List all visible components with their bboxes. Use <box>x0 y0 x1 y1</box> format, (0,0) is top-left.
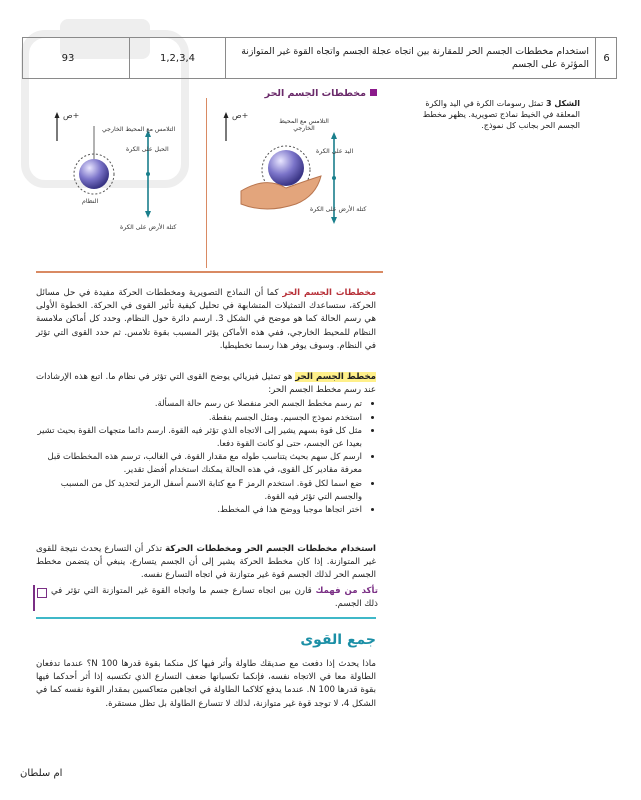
intro-text: كما أن النماذج التصويرية ومخططات الحركة مفيدة في حل مسائل الحركة، ستساعدك التمثيلات المتشابهة في تحليل كيفية تأثير القوى في الحركة. الخطوة الأولى هي رسم الحالة كما هو موضح في الشكل 3. ارسم دائرة حول النظام. وحدد كل أماكن ملامسة النظام للمحيط الخارجي، ففي هذه الأماكن يؤثر المسبب بقوة تلامس. ثم حدد القوى التي تؤثر في النظام. وسوف يوفر هذا رسما تخطيطيا. <box>36 288 376 351</box>
left-label-earth: كتلة الأرض على الكرة <box>120 224 177 231</box>
section-intro <box>36 287 376 353</box>
objective-table-row <box>22 37 617 79</box>
right-label-earth: كتلة الأرض على الكرة <box>310 206 367 213</box>
hanging-ball-icon <box>74 126 114 194</box>
list-item: • تم رسم مخطط الجسم الحر منفصلا عن رسم حالة المسألة. <box>36 397 362 410</box>
check-label: تأكد من فهمك <box>315 586 378 596</box>
figure-title: مخططات الجسم الحر <box>265 88 377 99</box>
checkbox-icon <box>37 588 47 598</box>
left-label-rope: الحبل على الكرة <box>126 146 169 153</box>
check-understanding-box <box>33 585 378 611</box>
check-text: قارن بين اتجاه تسارع جسم ما واتجاه القوة غير المتوازنة التي تؤثر في ذلك الجسم. <box>51 586 378 610</box>
list-item: • مثل كل قوة بسهم يشير إلى الاتجاه الذي تؤثر فيه القوة. ارسم دائما متجهات القوة بحيث تشير بعيدا عن الجسم، حتى لو كانت القوة دفعا. <box>36 424 362 450</box>
definition-term: مخطط الجسم الحر <box>295 372 376 382</box>
list-item: • ارسم كل سهم بحيث يتناسب طوله مع مقدار القوة. في الغالب، ترسم هذه المخططات قبل معرفة مقادير كل القوى، في هذه الحالة يمكنك استخدام أفضل تقدير. <box>36 450 362 476</box>
footer-signature: ام سلطان <box>20 768 63 779</box>
left-free-body-vectors <box>145 130 151 218</box>
list-item: • ضع اسما لكل قوة. استخدم الرمز F مع كتابة الاسم أسفل الرمز لتحديد كل من المسبب والجسم التي تؤثر فيه القوة. <box>36 477 362 503</box>
left-label-system: النظام <box>82 198 99 205</box>
subsection-text: تذكر أن التسارع يحدث نتيجة للقوى غير المتوازنة. إذا كان مخطط الحركة يشير إلى أن الجسم يتسارع، ينبغي أن يتضمن مخطط الجسم الحر لذلك الجسم قوة غير متوازنة في اتجاه التسارع نفسه. <box>36 544 376 581</box>
standards-text: 1,2,3,4 <box>160 52 195 64</box>
right-label-contact: التلامس مع المحيط الخارجي <box>279 118 329 132</box>
ball-in-hand-icon <box>241 146 321 209</box>
left-axis-label: +ص <box>63 111 80 120</box>
definition-block <box>36 371 376 516</box>
section2-title: جمع القوى <box>300 632 376 648</box>
page-number: 93 <box>61 52 75 64</box>
standards-cell <box>129 38 225 78</box>
guidelines-list <box>36 397 376 516</box>
left-label-contact: التلامس مع المحيط الخارجي <box>102 126 176 133</box>
section-title: مخططات الجسم الحر <box>282 288 377 298</box>
using-diagrams-paragraph <box>36 543 376 583</box>
list-item: • استخدم نموذج الجسيم. ومثل الجسم بنقطة. <box>36 411 362 424</box>
index-cell <box>595 38 617 78</box>
subsection-title: استخدام مخططات الجسم الحر ومخططات الحركة <box>165 544 376 554</box>
left-panel-axis-icon <box>55 112 60 141</box>
right-axis-label: +ص <box>232 111 249 120</box>
objective-text: استخدام مخططات الجسم الحر للمقارنة بين اتجاه عجلة الجسم واتجاه القوة غير المتوازنة المؤثرة على الجسم <box>241 46 589 70</box>
row-index: 6 <box>603 52 610 64</box>
right-panel-axis-icon <box>224 112 229 141</box>
definition-text: هو تمثيل فيزيائي يوضح القوى التي تؤثر في نظام ما. اتبع هذه الإرشادات عند رسم مخطط الجسم الحر: <box>36 372 376 396</box>
free-body-figure <box>36 88 383 273</box>
caption-label: الشكل 3 <box>545 99 580 108</box>
section2-text: ماذا يحدث إذا دفعت مع صديقك طاولة وأثر فيها كل منكما بقوة قدرها 100 N؟ عندما تدفعان الطاولة معا في الاتجاه نفسه، فإنكما تكسبانها ضعف التسارع الذي تكتسبه إذا أثر أحدكما فيها بقوة قدرها 100 N. عندما يدفع كلاكما الطاولة في اتجاهين متعاكسين بمقدار القوة نفسه كما في الشكل 4، لا توجد قوة غير متوازنة، لذلك لا تتسارع الطاولة بل تظل مستقرة. <box>36 659 376 709</box>
objective-cell <box>225 38 595 78</box>
caption-text: تمثل رسومات الكرة في اليد والكرة المعلقة في الخيط نماذج تصويرية. يظهر مخطط الجسم الحر بجانب كل نموذج. <box>422 99 580 130</box>
right-label-hand: اليد على الكرة <box>316 148 354 155</box>
list-item: • اختر اتجاها موجبا ووضح هذا في المخطط. <box>36 503 362 516</box>
figure-caption <box>400 98 580 131</box>
title-square-icon <box>370 89 377 96</box>
section-divider <box>36 617 376 619</box>
